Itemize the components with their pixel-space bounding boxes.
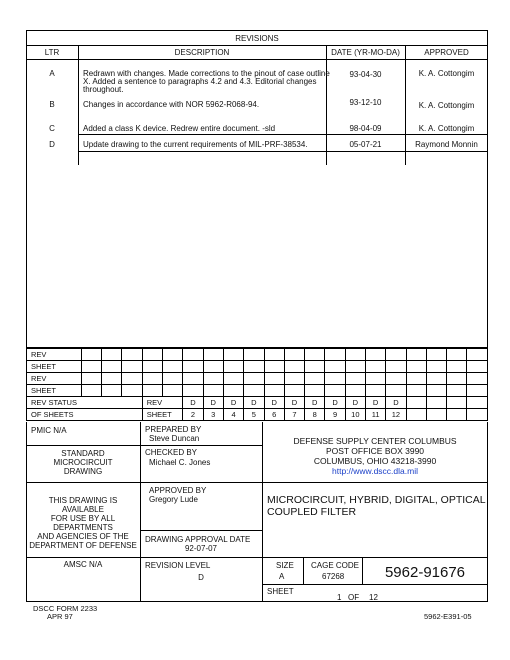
grid-cell (345, 349, 365, 361)
grid-cell (183, 373, 203, 385)
lower-sheet-row (27, 385, 488, 397)
rev-status-cell: D (183, 397, 203, 409)
revision-ltr: D (49, 140, 55, 149)
grid-cell (122, 385, 142, 397)
grid-cell (447, 349, 467, 361)
checked-by-label: CHECKED BY (145, 448, 198, 457)
rev-status-cell: D (264, 397, 284, 409)
revision-level: D (198, 573, 204, 582)
grid-cell (426, 373, 446, 385)
grid-cell (102, 385, 122, 397)
agency-url-link[interactable]: http://www.dscc.dla.mil (332, 466, 418, 476)
grid-cell (183, 349, 203, 361)
sheet-number-cell: 10 (345, 409, 365, 421)
grid-cell (406, 373, 426, 385)
rev-status-cell: D (345, 397, 365, 409)
divider (26, 59, 488, 60)
grid-cell (264, 361, 284, 373)
sheet-number-cell: 8 (305, 409, 325, 421)
rev-status-cell: D (365, 397, 385, 409)
agency-city: COLUMBUS, OHIO 43218-3990 (313, 456, 437, 466)
grid-cell (365, 385, 385, 397)
divider (140, 557, 262, 558)
upper-sheet-row (27, 361, 488, 373)
grid-cell (386, 385, 406, 397)
divider (262, 557, 488, 558)
divider (303, 557, 304, 584)
sheet-number-cell (447, 409, 467, 421)
grid-cell (264, 349, 284, 361)
col-header-date: DATE (YR-MO-DA) (331, 48, 400, 57)
grid-cell (203, 373, 223, 385)
grid-cell (325, 385, 345, 397)
grid-cell (467, 361, 488, 373)
divider (140, 482, 262, 483)
grid-cell (203, 349, 223, 361)
sheet-col-label: SHEET (142, 409, 183, 421)
revision-ltr: A (49, 69, 55, 78)
sheet-number-cell: 3 (203, 409, 223, 421)
grid-cell (223, 349, 243, 361)
sheet-number-cell: 7 (284, 409, 304, 421)
grid-cell (386, 361, 406, 373)
cage-code-label: CAGE CODE (311, 561, 360, 570)
rev-status-row (27, 397, 488, 409)
availability-note: AVAILABLE (62, 505, 104, 514)
size-value: A (279, 572, 285, 581)
grid-cell (223, 361, 243, 373)
revision-description: X. Added a sentence to paragraphs 4.2 and 4.3. Editorial changes (83, 77, 317, 86)
grid-cell (467, 373, 488, 385)
availability-note: AND AGENCIES OF THE (37, 532, 129, 541)
sheet-number-cell (467, 409, 488, 421)
prepared-by-label: PREPARED BY (145, 425, 202, 434)
grid-cell (81, 361, 101, 373)
rev-status-cell: D (284, 397, 304, 409)
revision-description: Redrawn with changes. Made corrections to the pinout of case outline (83, 69, 330, 78)
revision-approver: K. A. Cottongim (418, 124, 475, 133)
grid-cell (163, 385, 183, 397)
divider (140, 445, 262, 446)
grid-cell (467, 385, 488, 397)
grid-cell (183, 361, 203, 373)
grid-cell (345, 361, 365, 373)
divider (78, 134, 488, 135)
availability-note: DEPARTMENT OF DEFENSE (29, 541, 137, 550)
grid-cell (305, 349, 325, 361)
revision-date: 93-12-10 (349, 98, 382, 107)
grid-cell (305, 373, 325, 385)
revision-approver: K. A. Cottongim (418, 69, 475, 78)
grid-cell (305, 385, 325, 397)
sheet-label: SHEET (267, 587, 294, 596)
grid-cell (122, 349, 142, 361)
col-header-description: DESCRIPTION (174, 48, 230, 57)
pmic: PMIC N/A (31, 426, 67, 435)
grid-cell (244, 349, 264, 361)
lower-rev-row (27, 373, 488, 385)
prepared-by: Steve Duncan (149, 434, 200, 443)
grid-cell (284, 373, 304, 385)
sheet-of-label: OF (348, 593, 360, 602)
rev-status-cell (406, 397, 426, 409)
sheet-number-cell: 11 (365, 409, 385, 421)
sheet-number-cell: 5 (244, 409, 264, 421)
divider (26, 45, 488, 46)
revision-approver: Raymond Monnin (415, 140, 478, 149)
rev-status-row-label: REV STATUS (27, 397, 143, 409)
sheet-number-cell: 4 (223, 409, 243, 421)
upper-rev-row (27, 349, 488, 361)
upper-rev-row-label: REV (27, 349, 82, 361)
sheet-number-cell: 2 (183, 409, 203, 421)
revision-description: Changes in accordance with NOR 5962-R068-94. (83, 100, 260, 109)
revision-level-label: REVISION LEVEL (145, 561, 211, 570)
grid-cell (223, 373, 243, 385)
sheet-number-cell: 9 (325, 409, 345, 421)
grid-cell (406, 361, 426, 373)
grid-cell (81, 349, 101, 361)
sheet-number-cell (406, 409, 426, 421)
rev-status-cell: D (244, 397, 264, 409)
grid-cell (142, 361, 162, 373)
grid-cell (345, 385, 365, 397)
rev-status-cell (426, 397, 446, 409)
availability-note: DEPARTMENTS (53, 523, 113, 532)
standard-drawing-label: STANDARD (61, 449, 105, 458)
grid-cell (163, 361, 183, 373)
col-header-approved: APPROVED (424, 48, 469, 57)
grid-cell (447, 361, 467, 373)
form-code: 5962-E391-05 (424, 612, 472, 621)
divider (26, 482, 140, 483)
grid-cell (284, 361, 304, 373)
amsc: AMSC N/A (63, 560, 103, 569)
grid-cell (203, 361, 223, 373)
grid-cell (163, 349, 183, 361)
grid-cell (365, 349, 385, 361)
divider (262, 584, 488, 585)
grid-cell (102, 373, 122, 385)
divider (78, 151, 488, 152)
grid-cell (203, 385, 223, 397)
grid-cell (447, 373, 467, 385)
rev-status-cell: D (386, 397, 406, 409)
form-date: APR 97 (47, 612, 73, 621)
grid-cell (81, 373, 101, 385)
grid-cell (386, 373, 406, 385)
drawing-number: 5962-91676 (384, 564, 466, 581)
divider (26, 445, 140, 446)
approved-by-label: APPROVED BY (149, 486, 207, 495)
grid-cell (223, 385, 243, 397)
size-label: SIZE (276, 561, 294, 570)
revision-description: throughout. (83, 85, 124, 94)
rev-status-cell (447, 397, 467, 409)
sheet-number: 1 (337, 593, 342, 602)
grid-cell (365, 361, 385, 373)
drawing-title: MICROCIRCUIT, HYBRID, DIGITAL, OPTICAL (267, 494, 486, 506)
grid-cell (244, 373, 264, 385)
approved-by: Gregory Lude (149, 495, 198, 504)
grid-cell (426, 361, 446, 373)
divider (262, 482, 488, 483)
revision-date: 05-07-21 (349, 140, 382, 149)
sheet-number-cell: 6 (264, 409, 284, 421)
form-number: DSCC FORM 2233 (33, 604, 98, 613)
grid-cell (142, 385, 162, 397)
divider (140, 530, 262, 531)
grid-cell (426, 385, 446, 397)
upper-sheet-row-label: SHEET (27, 361, 82, 373)
revision-date: 93-04-30 (349, 70, 382, 79)
availability-note: FOR USE BY ALL (50, 514, 116, 523)
checked-by: Michael C. Jones (149, 458, 211, 467)
lower-sheet-row-label: SHEET (27, 385, 82, 397)
approval-date: 92-07-07 (184, 544, 218, 553)
rev-status-grid (26, 348, 488, 421)
lower-rev-row-label: REV (27, 373, 82, 385)
grid-cell (325, 349, 345, 361)
rev-status-cell (467, 397, 488, 409)
sheet-number-cell (426, 409, 446, 421)
grid-cell (122, 373, 142, 385)
grid-cell (102, 361, 122, 373)
grid-cell (142, 349, 162, 361)
grid-cell (284, 349, 304, 361)
drawing-title: COUPLED FILTER (267, 506, 357, 518)
grid-cell (264, 385, 284, 397)
divider (78, 45, 79, 165)
sheet-total: 12 (369, 593, 378, 602)
revision-approver: K. A. Cottongim (418, 101, 475, 110)
col-header-ltr: LTR (44, 48, 60, 57)
rev-status-cell: D (325, 397, 345, 409)
grid-cell (102, 349, 122, 361)
grid-cell (325, 361, 345, 373)
rev-col-label: REV (142, 397, 183, 409)
grid-cell (183, 385, 203, 397)
of-sheets-row (27, 409, 488, 421)
revision-ltr: B (49, 100, 55, 109)
rev-status-cell: D (203, 397, 223, 409)
grid-cell (244, 361, 264, 373)
cage-code: 67268 (322, 572, 345, 581)
revisions-title: REVISIONS (235, 34, 279, 43)
grid-cell (426, 349, 446, 361)
rev-status-cell: D (305, 397, 325, 409)
grid-cell (142, 373, 162, 385)
availability-note: THIS DRAWING IS (48, 496, 118, 505)
grid-cell (163, 373, 183, 385)
revision-ltr: C (49, 124, 55, 133)
grid-cell (325, 373, 345, 385)
grid-cell (406, 349, 426, 361)
grid-cell (406, 385, 426, 397)
grid-cell (345, 373, 365, 385)
grid-cell (122, 361, 142, 373)
grid-cell (305, 361, 325, 373)
approval-date-label: DRAWING APPROVAL DATE (145, 535, 251, 544)
agency-address: POST OFFICE BOX 3990 (325, 446, 425, 456)
grid-cell (264, 373, 284, 385)
grid-cell (447, 385, 467, 397)
standard-drawing-label: DRAWING (63, 467, 103, 476)
rev-status-cell: D (223, 397, 243, 409)
revision-description: Added a class K device. Redrew entire document. -sld (83, 124, 276, 133)
sheet-number-cell: 12 (386, 409, 406, 421)
agency-name: DEFENSE SUPPLY CENTER COLUMBUS (293, 436, 457, 446)
grid-cell (365, 373, 385, 385)
grid-cell (81, 385, 101, 397)
grid-cell (244, 385, 264, 397)
standard-drawing-label: MICROCIRCUIT (53, 458, 113, 467)
grid-cell (284, 385, 304, 397)
grid-cell (467, 349, 488, 361)
divider (26, 557, 140, 558)
grid-cell (386, 349, 406, 361)
revision-date: 98-04-09 (349, 124, 382, 133)
revision-description: Update drawing to the current requirements of MIL-PRF-38534. (83, 140, 308, 149)
of-sheets-row-label: OF SHEETS (27, 409, 143, 421)
